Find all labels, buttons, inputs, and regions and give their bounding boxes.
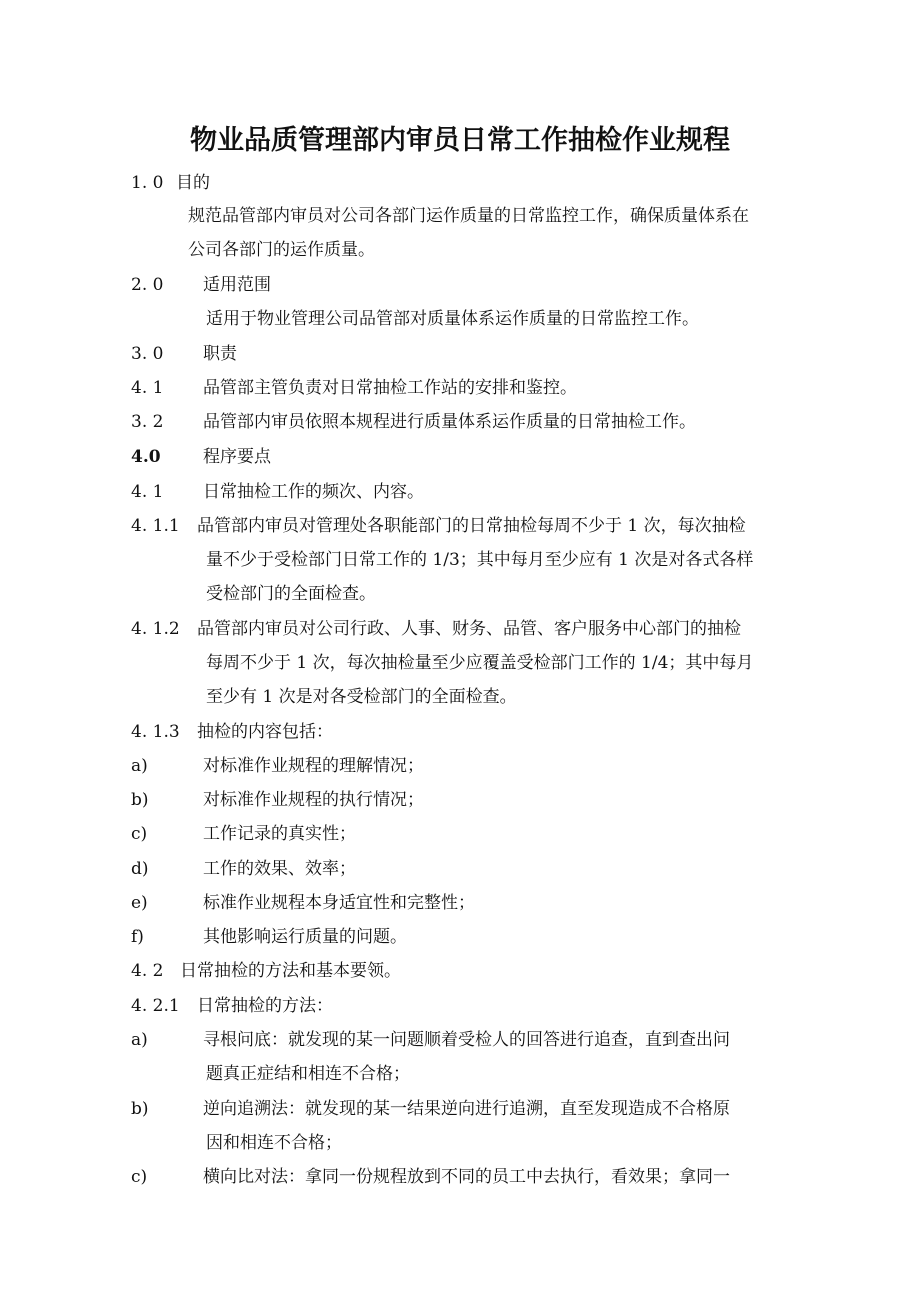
list-marker: b) — [131, 1099, 149, 1119]
list-item: 工作的效果、效率； — [203, 859, 356, 879]
item-number: 4. 1.1 — [131, 516, 180, 536]
list-marker: f) — [131, 927, 144, 947]
section-heading — [131, 172, 163, 194]
list-item: 其他影响运行质量的问题。 — [203, 927, 407, 947]
paragraph-line: 量不少于受检部门日常工作的 1/3；其中每月至少应有 1 次是对各式各样 — [206, 550, 754, 570]
item-text: 品管部内审员对公司行政、人事、财务、品管、客户服务中心部门的抽检 — [197, 619, 741, 639]
item-number: 4. 1 — [131, 378, 164, 398]
list-marker: a) — [131, 756, 148, 776]
list-item: 对标准作业规程的理解情况； — [203, 756, 424, 776]
list-item: 横向比对法：拿同一份规程放到不同的员工中去执行，看效果；拿同一 — [203, 1167, 730, 1187]
list-marker: c) — [131, 1167, 148, 1187]
list-marker: e) — [131, 893, 148, 913]
list-marker: c) — [131, 824, 148, 844]
item-text: 品管部主管负责对日常抽检工作站的安排和鉴控。 — [203, 378, 577, 398]
section-title: 职责 — [203, 344, 237, 364]
paragraph-line: 受检部门的全面检查。 — [206, 584, 376, 604]
item-text: 日常抽检的方法： — [197, 996, 333, 1016]
item-text: 抽检的内容包括： — [197, 722, 333, 742]
item-text: 品管部内审员对管理处各职能部门的日常抽检每周不少于 1 次，每次抽检 — [197, 516, 746, 536]
section-title: 适用范围 — [203, 275, 271, 295]
item-number: 4. 1.3 — [131, 722, 180, 742]
paragraph-line: 适用于物业管理公司品管部对质量体系运作质量的日常监控工作。 — [206, 309, 699, 329]
section-title: 目的 — [176, 173, 210, 193]
item-text: 品管部内审员依照本规程进行质量体系运作质量的日常抽检工作。 — [203, 412, 696, 432]
item-number: 4. 1 — [131, 482, 164, 502]
list-marker: b) — [131, 790, 149, 810]
list-item: 逆向追溯法：就发现的某一结果逆向进行追溯，直至发现造成不合格原 — [203, 1099, 730, 1119]
list-item: 寻根问底：就发现的某一问题顺着受检人的回答进行追查，直到查出问 — [203, 1030, 730, 1050]
section-number: 3. 0 — [131, 344, 164, 364]
list-item: 对标准作业规程的执行情况； — [203, 790, 424, 810]
paragraph-line: 每周不少于 1 次，每次抽检量至少应覆盖受检部门工作的 1/4；其中每月 — [206, 653, 754, 673]
item-text: 日常抽检的方法和基本要领。 — [180, 961, 401, 981]
document-title: 物业品质管理部内审员日常工作抽检作业规程 — [190, 125, 730, 156]
list-item: 标准作业规程本身适宜性和完整性； — [203, 893, 475, 913]
list-marker: a) — [131, 1030, 148, 1050]
item-text: 日常抽检工作的频次、内容。 — [203, 482, 424, 502]
paragraph-line: 题真正症结和相连不合格； — [206, 1064, 410, 1084]
paragraph-line: 公司各部门的运作质量。 — [188, 240, 375, 260]
section-number: 1. 0 — [131, 173, 164, 193]
section-number: 2. 0 — [131, 275, 164, 295]
paragraph-line: 至少有 1 次是对各受检部门的全面检查。 — [206, 687, 517, 707]
list-item: 工作记录的真实性； — [203, 824, 356, 844]
list-marker: d) — [131, 859, 149, 879]
item-number: 3. 2 — [131, 412, 164, 432]
item-number: 4. 1.2 — [131, 619, 180, 639]
section-number: 4.0 — [131, 447, 161, 467]
item-number: 4. 2 — [131, 961, 164, 981]
section-title: 程序要点 — [203, 447, 271, 467]
item-number: 4. 2.1 — [131, 996, 180, 1016]
paragraph-line: 因和相连不合格； — [206, 1133, 342, 1153]
paragraph-line: 规范品管部内审员对公司各部门运作质量的日常监控工作，确保质量体系在 — [188, 206, 749, 226]
